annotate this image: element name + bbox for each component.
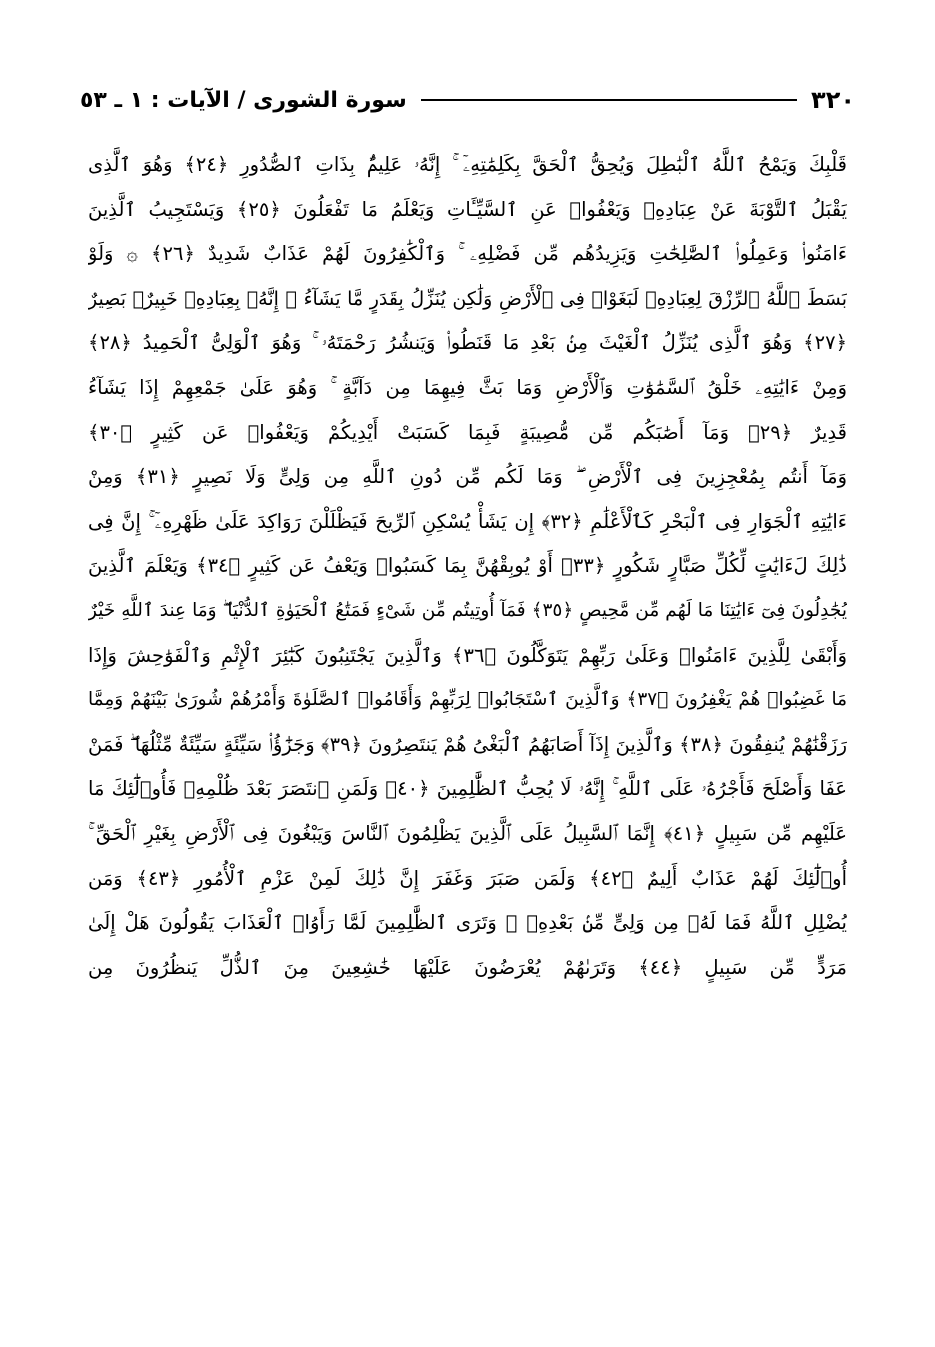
verse-line: يُجَٰدِلُونَ فِىٓ ءَايَٰتِنَا مَا لَهُم مِّن مَّحِيصٍ ﴿٣٥﴾ فَمَآ أُوتِيتُم مِّن شَىْءٍ فَمَتَٰعُ ٱلْحَيَوٰةِ ٱلدُّنْيَا ۖ وَمَا عِندَ ٱللَّهِ خَيْرٌ: [88, 599, 847, 621]
page-number: ٣٢٠: [811, 86, 855, 114]
verse-line: عَفَا وَأَصْلَحَ فَأَجْرُهُۥ عَلَى ٱللَّهِ ۚ إِنَّهُۥ لَا يُحِبُّ ٱلظَّٰلِمِينَ ﴿٤٠﴾ وَلَمَنِ ٱنتَصَرَ بَعْدَ ظُلْمِهِۦ فَأُو۟لَٰٓئِكَ مَا: [88, 777, 847, 801]
surah-info: سورة الشورى / الآيات : ١ ـ ٥٣: [80, 87, 407, 113]
verse-line: وَمَآ أَنتُم بِمُعْجِزِينَ فِى ٱلْأَرْضِ ۖ وَمَا لَكُم مِّن دُونِ ٱللَّهِ مِن وَلِىٍّ وَلَا نَصِيرٍ ﴿٣١﴾ وَمِنْ: [88, 465, 847, 489]
verse-line: ءَامَنُوا۟ وَعَمِلُوا۟ ٱلصَّٰلِحَٰتِ وَيَزِيدُهُم مِّن فَضْلِهِۦ ۚ وَٱلْكَٰفِرُونَ لَهُمْ عَذَابٌ شَدِيدٌ ﴿٢٦﴾ ۞ وَلَوْ: [88, 242, 847, 266]
verse-line: ءَايَٰتِهِ ٱلْجَوَارِ فِى ٱلْبَحْرِ كَٱلْأَعْلَٰمِ ﴿٣٢﴾ إِن يَشَأْ يُسْكِنِ ٱلرِّيحَ فَيَظْلَلْنَ رَوَاكِدَ عَلَىٰ ظَهْرِهِۦٓ ۚ إِنَّ فِى: [88, 509, 847, 533]
verse-line: ذَٰلِكَ لَءَايَٰتٍ لِّكُلِّ صَبَّارٍ شَكُورٍ ﴿٣٣﴾ أَوْ يُوبِقْهُنَّ بِمَا كَسَبُوا۟ وَيَعْفُ عَن كَثِيرٍ ﴿٣٤﴾ وَيَعْلَمَ ٱلَّذِينَ: [88, 554, 847, 578]
verse-line: مَا غَضِبُوا۟ هُمْ يَغْفِرُونَ ﴿٣٧﴾ وَٱلَّذِينَ ٱسْتَجَابُوا۟ لِرَبِّهِمْ وَأَقَامُوا۟ ٱلصَّلَوٰةَ وَأَمْرُهُمْ شُورَىٰ بَيْنَهُمْ وَمِمَّا: [88, 689, 847, 711]
verse-line: قَلْبِكَ وَيَمْحُ ٱللَّهُ ٱلْبَٰطِلَ وَيُحِقُّ ٱلْحَقَّ بِكَلِمَٰتِهِۦٓ ۚ إِنَّهُۥ عَلِيمٌۢ بِذَاتِ ٱلصُّدُورِ ﴿٢٤﴾ وَهُوَ ٱلَّذِى: [88, 153, 847, 176]
verse-line: عَلَيْهِم مِّن سَبِيلٍ ﴿٤١﴾ إِنَّمَا ٱلسَّبِيلُ عَلَى ٱلَّذِينَ يَظْلِمُونَ ٱلنَّاسَ وَيَبْغُونَ فِى ٱلْأَرْضِ بِغَيْرِ ٱلْحَقِّ ۚ: [88, 821, 847, 845]
verse-line: وَأَبْقَىٰ لِلَّذِينَ ءَامَنُوا۟ وَعَلَىٰ رَبِّهِمْ يَتَوَكَّلُونَ ﴿٣٦﴾ وَٱلَّذِينَ يَجْتَنِبُونَ كَبَٰٓئِرَ ٱلْإِثْمِ وَٱلْفَوَٰحِشَ وَإِذَا: [88, 643, 847, 667]
page-header: [80, 80, 855, 120]
verse-line: وَمِنْ ءَايَٰتِهِۦ خَلْقُ ٱلسَّمَٰوَٰتِ وَٱلْأَرْضِ وَمَا بَثَّ فِيهِمَا مِن دَآبَّةٍ ۚ وَهُوَ عَلَىٰ جَمْعِهِمْ إِذَا يَشَآءُ: [88, 375, 847, 399]
verse-line: رَزَقْنَٰهُمْ يُنفِقُونَ ﴿٣٨﴾ وَٱلَّذِينَ إِذَآ أَصَابَهُمُ ٱلْبَغْىُ هُمْ يَنتَصِرُونَ ﴿٣٩﴾ وَجَزَٰٓؤُا۟ سَيِّئَةٍ سَيِّئَةٌ مِّثْلُهَا ۖ فَمَنْ: [88, 732, 847, 756]
verse-line: قَدِيرٌ ﴿٢٩﴾ وَمَآ أَصَٰبَكُم مِّن مُّصِيبَةٍ فَبِمَا كَسَبَتْ أَيْدِيكُمْ وَيَعْفُوا۟ عَن كَثِيرٍ ﴿٣٠﴾: [88, 420, 847, 444]
verse-line: بَسَطَ ٱللَّهُ ٱلرِّزْقَ لِعِبَادِهِۦ لَبَغَوْا۟ فِى ٱلْأَرْضِ وَلَٰكِن يُنَزِّلُ بِقَدَرٍ مَّا يَشَآءُ ۚ إِنَّهُۥ بِعِبَادِهِۦ خَبِيرٌۢ بَصِيرٌ: [88, 287, 847, 310]
verse-line: أُو۟لَٰٓئِكَ لَهُمْ عَذَابٌ أَلِيمٌ ﴿٤٢﴾ وَلَمَن صَبَرَ وَغَفَرَ إِنَّ ذَٰلِكَ لَمِنْ عَزْمِ ٱلْأُمُورِ ﴿٤٣﴾ وَمَن: [88, 866, 847, 890]
verse-text-block: [88, 143, 847, 990]
verse-line: مَرَدٍّ مِّن سَبِيلٍ ﴿٤٤﴾ وَتَرَىٰهُمْ يُعْرَضُونَ عَلَيْهَا خَٰشِعِينَ مِنَ ٱلذُّلِّ يَنظُرُونَ مِن: [88, 955, 847, 979]
header-rule: [421, 99, 797, 101]
verse-line: ﴿٢٧﴾ وَهُوَ ٱلَّذِى يُنَزِّلُ ٱلْغَيْثَ مِنۢ بَعْدِ مَا قَنَطُوا۟ وَيَنشُرُ رَحْمَتَهُۥ ۚ وَهُوَ ٱلْوَلِىُّ ٱلْحَمِيدُ ﴿٢٨﴾: [88, 331, 847, 355]
verse-line: يُضْلِلِ ٱللَّهُ فَمَا لَهُۥ مِن وَلِىٍّ مِّنۢ بَعْدِهِۦ ۗ وَتَرَى ٱلظَّٰلِمِينَ لَمَّا رَأَوُا۟ ٱلْعَذَابَ يَقُولُونَ هَلْ إِلَىٰ: [88, 911, 847, 935]
verse-line: يَقْبَلُ ٱلتَّوْبَةَ عَنْ عِبَادِهِۦ وَيَعْفُوا۟ عَنِ ٱلسَّيِّـَٔاتِ وَيَعْلَمُ مَا تَفْعَلُونَ ﴿٢٥﴾ وَيَسْتَجِيبُ ٱلَّذِينَ: [88, 197, 847, 221]
